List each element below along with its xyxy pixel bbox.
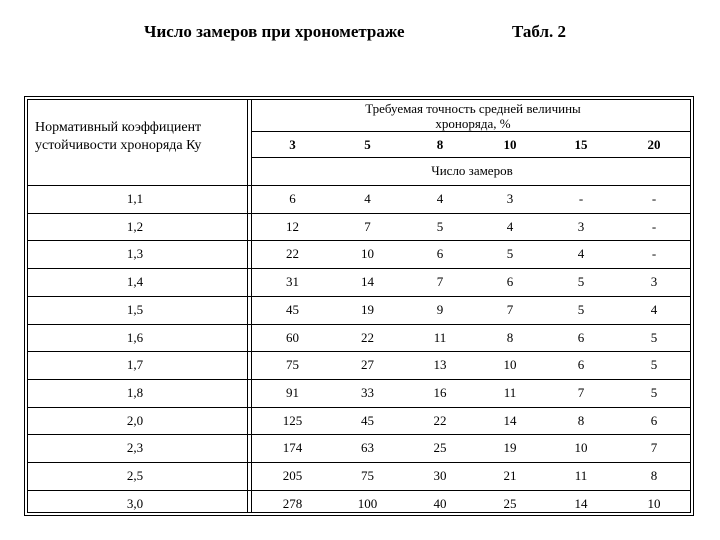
table-cell: 205 (282, 468, 303, 483)
table-cell: 10 (503, 357, 517, 373)
table-cell: 5 (650, 329, 658, 345)
row-coefficient: 1,8 (126, 384, 144, 400)
table-cell: - (651, 218, 657, 234)
table-cell: 4 (436, 191, 444, 206)
column-header: 10 (503, 137, 517, 152)
row-divider (28, 268, 690, 269)
row-coefficient: 1,5 (126, 301, 144, 317)
table-cell: 3 (506, 191, 514, 206)
table-cell: 6 (506, 274, 514, 290)
table-cell: 5 (436, 218, 444, 234)
row-coefficient: 2,0 (126, 412, 144, 428)
table-cell: 40 (433, 495, 447, 511)
table-cell: 125 (282, 412, 303, 428)
header-coefficient: Нормативный коэффициент устойчивости хроноряда Ку (35, 120, 202, 153)
table-cell: 75 (286, 357, 299, 373)
table-cell: 6 (577, 329, 585, 345)
row-coefficient: 2,5 (126, 468, 144, 483)
row-divider (28, 490, 690, 491)
row-divider (28, 379, 690, 380)
table-cell: 4 (577, 246, 585, 262)
row-coefficient: 1,4 (126, 274, 144, 290)
row-divider (28, 213, 690, 214)
table-title: Число замеров при хронометраже (144, 22, 405, 41)
row-divider (28, 240, 690, 241)
table-cell: 19 (361, 301, 374, 317)
table-cell: 21 (503, 468, 517, 483)
table-cell: 6 (436, 246, 444, 262)
table-cell: 6 (289, 191, 296, 206)
table-cell: 60 (286, 329, 299, 345)
table-cell: 10 (647, 495, 661, 511)
row-coefficient: 1,3 (126, 246, 144, 262)
table-cell: 3 (650, 274, 658, 290)
table-cell: 45 (361, 412, 374, 428)
column-header: 3 (289, 137, 296, 152)
table-cell: - (578, 191, 584, 206)
table-cell: 8 (650, 468, 658, 483)
table-cell: 75 (361, 468, 374, 483)
table-cell: 6 (577, 357, 585, 373)
table-cell: - (651, 246, 657, 262)
column-divider (251, 100, 252, 513)
column-header: 8 (436, 137, 444, 152)
table-label: Табл. 2 (512, 22, 567, 41)
table-cell: 22 (433, 412, 447, 428)
table-cell: - (651, 191, 657, 206)
header-count: Число замеров (431, 163, 513, 178)
column-header: 15 (574, 137, 588, 152)
table-cell: 16 (433, 384, 447, 400)
column-divider (247, 100, 248, 513)
table-cell: 22 (361, 329, 374, 345)
table-cell: 13 (433, 357, 447, 373)
row-coefficient: 1,1 (126, 191, 144, 206)
table-cell: 14 (503, 412, 517, 428)
row-divider (28, 351, 690, 352)
table-cell: 10 (574, 440, 588, 456)
header-accuracy: Требуемая точность средней величины хроноряда, % (365, 101, 581, 131)
row-coefficient: 1,7 (126, 357, 144, 373)
table-cell: 100 (357, 495, 378, 511)
row-divider (28, 324, 690, 325)
row-coefficient: 1,2 (126, 218, 144, 234)
table-cell: 278 (282, 495, 303, 511)
table-cell: 5 (650, 384, 658, 400)
table-cell: 174 (282, 440, 303, 456)
table-cell: 5 (506, 246, 514, 262)
row-divider (28, 462, 690, 463)
table-cell: 63 (361, 440, 374, 456)
table-cell: 9 (436, 301, 444, 317)
row-coefficient: 3,0 (126, 495, 144, 511)
table-cell: 25 (433, 440, 447, 456)
table-cell: 91 (286, 384, 299, 400)
table-cell: 7 (506, 301, 514, 317)
table-cell: 33 (361, 384, 374, 400)
table-cell: 8 (506, 329, 514, 345)
table-cell: 11 (574, 468, 588, 483)
table-cell: 14 (574, 495, 588, 511)
table-cell: 7 (650, 440, 658, 456)
row-divider (28, 296, 690, 297)
table-cell: 5 (577, 301, 585, 317)
column-header: 5 (364, 137, 371, 152)
row-divider (251, 131, 690, 132)
table-cell: 31 (286, 274, 299, 290)
table-cell: 6 (650, 412, 658, 428)
row-divider (251, 157, 690, 158)
table-cell: 10 (361, 246, 374, 262)
table-cell: 22 (286, 246, 299, 262)
table-cell: 12 (286, 218, 299, 234)
row-coefficient: 2,3 (126, 440, 144, 456)
table-cell: 4 (506, 218, 514, 234)
table-cell: 4 (364, 191, 371, 206)
row-divider (28, 434, 690, 435)
table-cell: 11 (503, 384, 517, 400)
table-cell: 25 (503, 495, 517, 511)
row-divider (28, 185, 690, 186)
table-cell: 7 (577, 384, 585, 400)
table-cell: 4 (650, 301, 658, 317)
table-cell: 5 (650, 357, 658, 373)
table-cell: 27 (361, 357, 374, 373)
table-cell: 7 (436, 274, 444, 290)
row-divider (28, 407, 690, 408)
data-table (24, 96, 694, 516)
table-cell: 11 (433, 329, 447, 345)
table-cell: 8 (577, 412, 585, 428)
table-cell: 45 (286, 301, 299, 317)
row-coefficient: 1,6 (126, 329, 144, 345)
column-header: 20 (647, 137, 661, 152)
table-cell: 19 (503, 440, 517, 456)
table-cell: 7 (364, 218, 371, 234)
table-cell: 3 (577, 218, 585, 234)
table-cell: 5 (577, 274, 585, 290)
table-cell: 14 (361, 274, 374, 290)
table-cell: 30 (433, 468, 447, 483)
